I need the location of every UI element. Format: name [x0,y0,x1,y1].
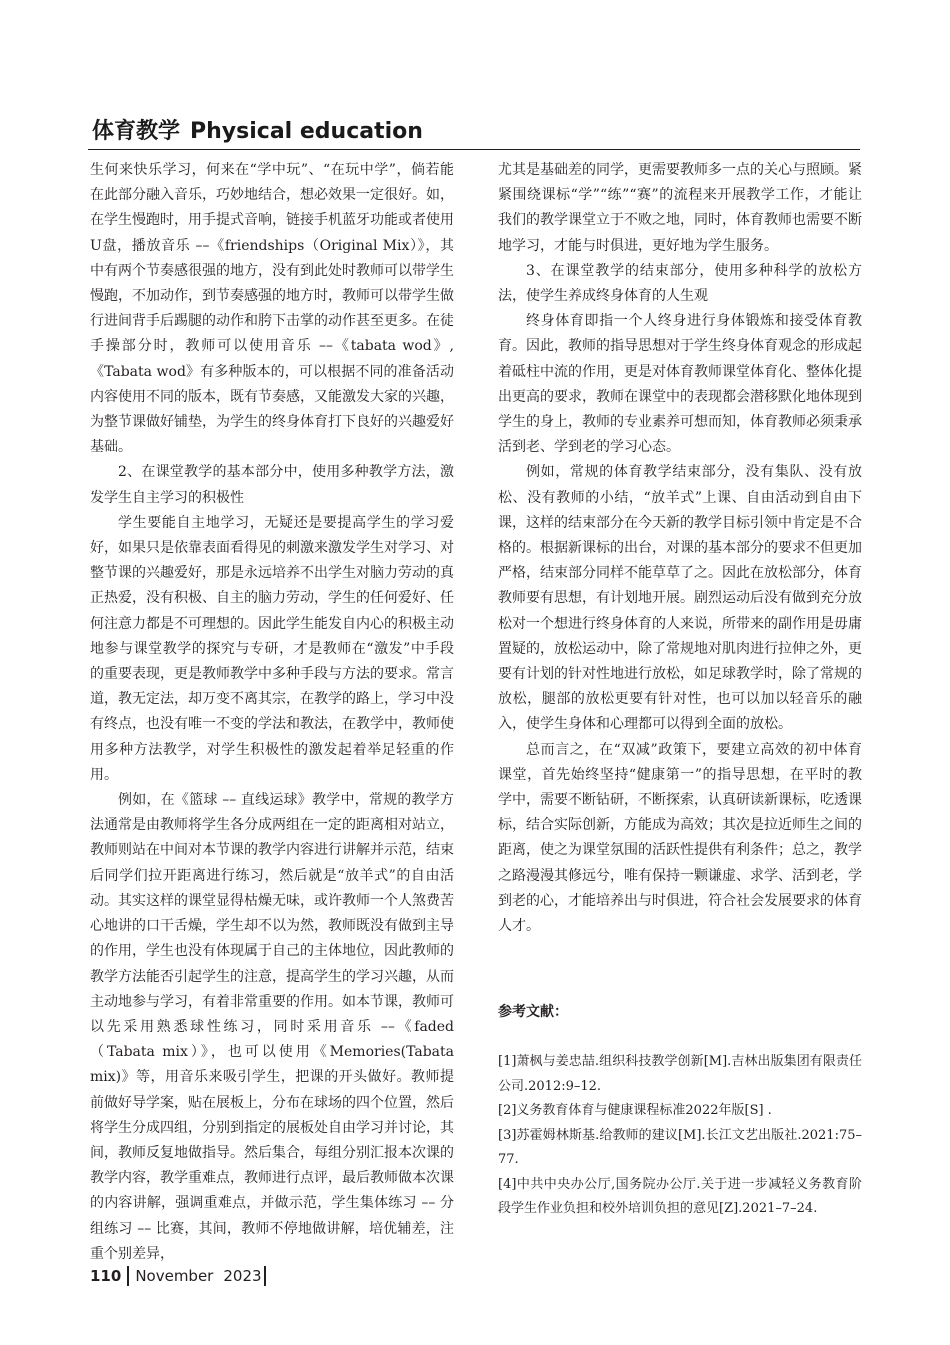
reference-item: [2]义务教育体育与健康课程标准2022年版[S] . [498,1103,772,1118]
paragraph: 学生要能自主地学习，无疑还是要提高学生的学习爱好，如果只是依靠表面看得见的刺激来激发学生对学习、对整节课的兴趣爱好，那是永远培养不出学生对脑力劳动的真正热爱，没有积极、自主的脑力劳动，学生的任何爱好、任何注意力都是不可理想的。因此学生能发自内心的积极主动地参与课堂教学的探究与专研，才是教师在“激发”中手段的重要表现，更是教师教学中多种手段与方法的要求。常言道，教无定法，却万变不离其宗，在教学的路上，学习中没有终点，也没有唯一不变的学法和教法，在教学中，教师使用多种方法教学，对学生积极性的激发起着举足轻重的作用。 [90,514,454,783]
section-heading-3: 3、在课堂教学的结束部分，使用多种科学的放松方法，使学生养成终身体育的人生观 [498,262,862,305]
reference-item: [3]苏霍姆林斯基.给教师的建议[M].长江文艺出版社.2021:75–77. [498,1127,862,1167]
section-header [92,114,423,145]
issue-year: 2023 [223,1267,262,1285]
paragraph: 例如，在《篮球 –– 直线运球》教学中，常规的教学方法通常是由教师将学生各分成两组在一定的距离相对站立，教师则站在中间对本节课的教学内容进行讲解并示范，结束后同学们拉开距离进行练习，然后就是“放羊式”的自由活动。其实这样的课堂显得枯燥无味，或许教师一个人煞费苦心地讲的口干舌燥，学生却不以为然，教师既没有做到主导的作用，学生也没有体现属于自己的主体地位，因此教师的教学方法能否引起学生的注意，提高学生的学习兴趣，从而主动地参与学习，有着非常重要的作用。如本节课，教师可以先采用熟悉球性练习，同时采用音乐 ––《faded（Tabata mix）》，也可以使用《Memories(Tabata mix)》等，用音乐来吸引学生，把课的开头做好。教师提前做好导学案，贴在展板上，分布在球场的四个位置，然后将学生分成四组，分别到指定的展板处自由学习并讨论，其间，教师反复地做指导。然后集合，每组分别汇报本次课的教学内容，教学重难点，教师进行点评，最后教师做本次课的内容讲解，强调重难点，并做示范，学生集体练习 –– 分组练习 –– 比赛，其间，教师不停地做讲解，培优辅差，注重个别差异， [90,792,454,1262]
footer-divider [127,1266,129,1286]
paragraph: 尤其是基础差的同学，更需要教师多一点的关心与照顾。紧紧围绕课标“学”“练”“赛”的流程来开展教学工作，才能让我们的教学课堂立于不败之地，同时，体育教师也需要不断地学习，才能与时俱进，更好地为学生服务。 [498,162,862,254]
right-column [498,158,862,939]
reference-item: [4]中共中央办公厅,国务院办公厅.关于进一步减轻义务教育阶段学生作业负担和校外培训负担的意见[Z].2021–7–24. [498,1176,862,1216]
section-title-en: Physical education [190,119,423,144]
paragraph: 例如，常规的体育教学结束部分，没有集队、没有放松、没有教师的小结，“放羊式”上课、自由活动到自由下课，这样的结束部分在今天新的教学目标引领中肯定是不合格的。根据新课标的出台，对课的基本部分的要求不但更加严格，结束部分同样不能草草了之。因此在放松部分，体育教师要有思想，有计划地开展。剧烈运动后没有做到充分放松对一个想进行终身体育的人来说，所带来的副作用是毋庸置疑的，放松运动中，除了常规地对肌肉进行拉伸之外，更要有计划的针对性地进行放松，如足球教学时，除了常规的放松，腿部的放松更要有针对性，也可以加以轻音乐的融入，使学生身体和心理都可以得到全面的放松。 [498,464,862,733]
paragraph: 生何来快乐学习，何来在“学中玩”、“在玩中学”，倘若能在此部分融入音乐，巧妙地结合，想必效果一定很好。如，在学生慢跑时，用手提式音响，链接手机蓝牙功能或者使用U盘，播放音乐 ––《friendships（Original Mix）》，其中有两个节奏感很强的地方，没有到此处时教师可以带学生慢跑，不加动作，到节奏感强的地方时，教师可以带学生做行进间背手后踢腿的动作和胯下击掌的动作甚至更多。在徒手操部分时，教师可以使用音乐 ––《tabata wod》,《Tabata wod》有多种版本的，可以根据不同的准备活动内容使用不同的版本，既有节奏感，又能激发大家的兴趣，为整节课做好铺垫，为学生的终身体育打下良好的兴趣爱好基础。 [90,162,454,456]
footer-divider [264,1266,266,1286]
left-column [90,158,454,1267]
references-title: 参考文献： [498,1004,568,1020]
reference-item: [1]萧枫与姜忠喆.组织科技教学创新[M].吉林出版集团有限责任公司.2012:9–12. [498,1054,862,1094]
references-list [498,1050,862,1222]
section-title-zh: 体育教学 [92,119,181,144]
page-footer [90,1265,272,1287]
header-rule [88,149,860,150]
paragraph: 终身体育即指一个人终身进行身体锻炼和接受体育教育。因此，教师的指导思想对于学生终身体育观念的形成起着砥柱中流的作用，更是对体育教师课堂体育化、整体化提出更高的要求，教师在课堂中的表现都会潜移默化地体现到学生的身上，教师的专业素养可想而知，体育教师必须秉承活到老、学到老的学习心态。 [498,313,862,456]
section-heading-2: 2、在课堂教学的基本部分中，使用多种教学方法，激发学生自主学习的积极性 [90,464,454,506]
paragraph: 总而言之，在“双减”政策下，要建立高效的初中体育课堂，首先始终坚持“健康第一”的指导思想，在平时的教学中，需要不断钻研，不断探索，认真研读新课标，吃透课标，结合实际创新，方能成为高效；其次是拉近师生之间的距离，使之为课堂氛围的活跃性提供有利条件；总之，教学之路漫漫其修远兮，唯有保持一颗谦虚、求学、活到老，学到老的心，才能培养出与时俱进，符合社会发展要求的体育人才。 [498,741,862,935]
issue-month: November [135,1267,214,1285]
page-number: 110 [90,1267,122,1285]
